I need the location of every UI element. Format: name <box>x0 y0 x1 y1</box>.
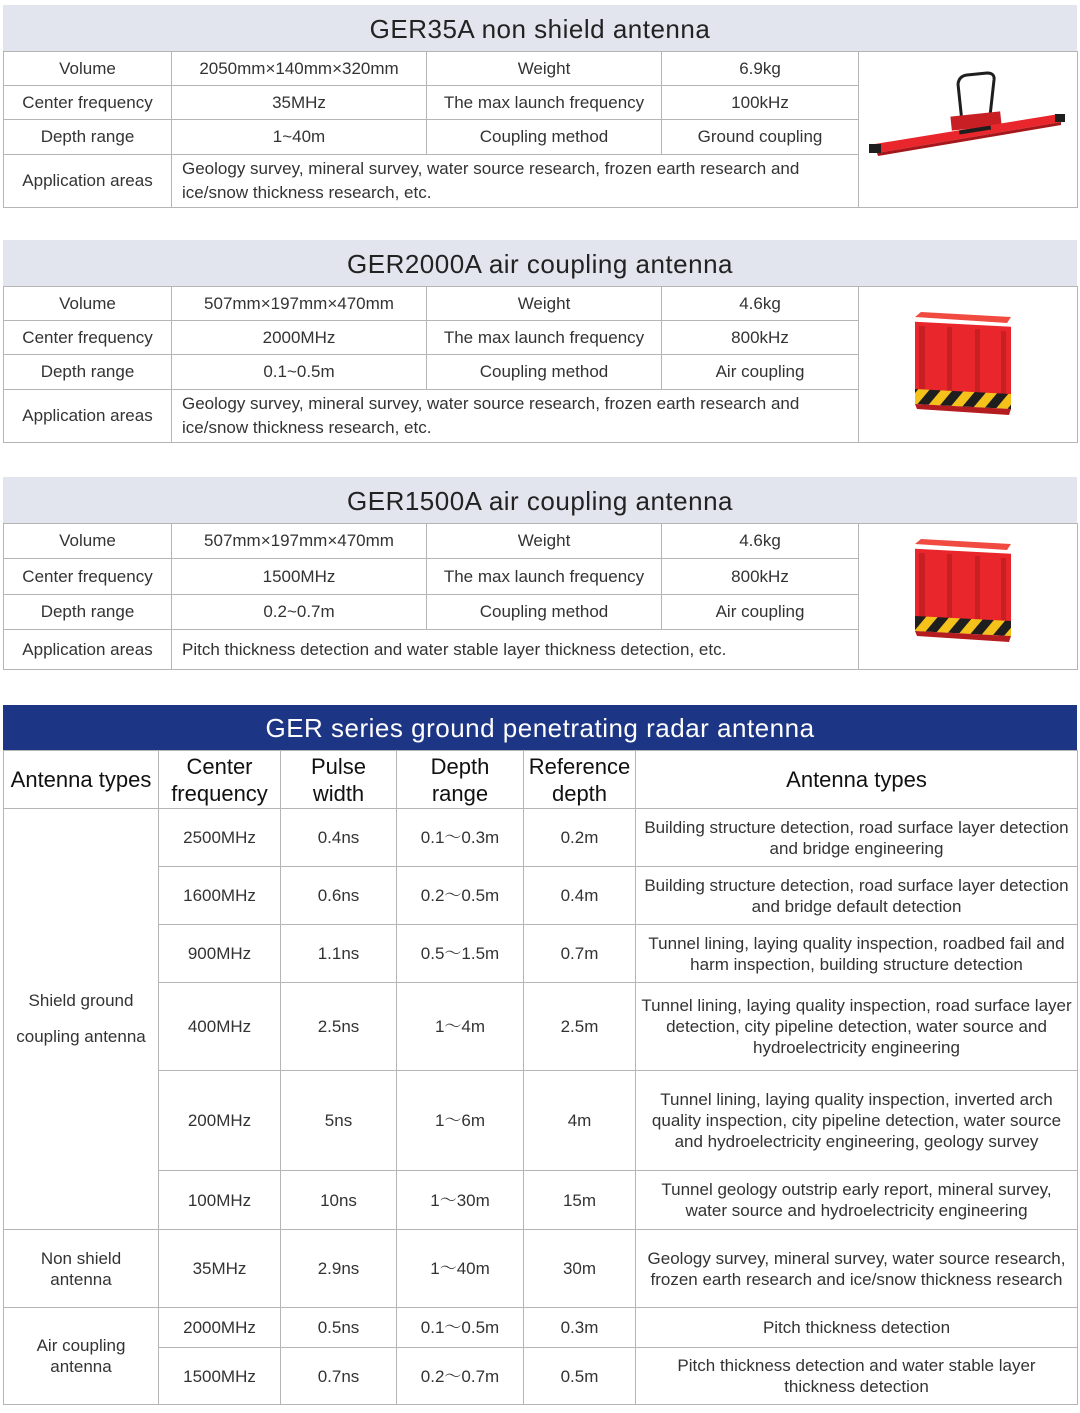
table-row <box>4 1348 1078 1405</box>
value-coupling-method: Air coupling <box>662 594 859 629</box>
cell-frequency: 35MHz <box>159 1230 281 1308</box>
cell-reference-depth: 0.3m <box>524 1308 636 1348</box>
cell-pulse-width: 0.4ns <box>281 809 397 867</box>
label-weight: Weight <box>427 287 662 321</box>
cell-depth-range: 0.5～1.5m <box>397 925 524 983</box>
cell-frequency: 900MHz <box>159 925 281 983</box>
antenna-spec-ger1500a <box>3 477 1077 670</box>
cell-pulse-width: 0.5ns <box>281 1308 397 1348</box>
value-coupling-method: Ground coupling <box>662 120 859 154</box>
label-depth-range: Depth range <box>4 355 172 389</box>
spec-table <box>3 286 1078 443</box>
header-depth-range: Depth range <box>397 751 524 809</box>
label-application-areas: Application areas <box>4 630 172 670</box>
label-depth-range: Depth range <box>4 120 172 154</box>
antenna-series-summary <box>3 705 1077 1405</box>
cell-depth-range: 1～40m <box>397 1230 524 1308</box>
cell-frequency: 2000MHz <box>159 1308 281 1348</box>
value-center-frequency: 1500MHz <box>172 559 427 594</box>
cell-reference-depth: 2.5m <box>524 983 636 1071</box>
value-depth-range: 1~40m <box>172 120 427 154</box>
value-application-areas: Geology survey, mineral survey, water source research, frozen earth research and ice/snow thickness research, etc. <box>172 154 859 207</box>
label-application-areas: Application areas <box>4 389 172 442</box>
label-max-launch-frequency: The max launch frequency <box>427 559 662 594</box>
label-weight: Weight <box>427 524 662 559</box>
label-volume: Volume <box>4 52 172 86</box>
antenna-image <box>859 287 1078 443</box>
spec-table <box>3 523 1078 670</box>
value-max-launch-frequency: 800kHz <box>662 321 859 355</box>
table-row <box>4 1171 1078 1230</box>
header-reference-depth: Reference depth <box>524 751 636 809</box>
table-row <box>4 1230 1078 1308</box>
label-coupling-method: Coupling method <box>427 120 662 154</box>
table-row <box>4 1308 1078 1348</box>
cell-reference-depth: 0.2m <box>524 809 636 867</box>
antenna-spec-ger2000a <box>3 240 1077 443</box>
cell-frequency: 1500MHz <box>159 1348 281 1405</box>
cell-depth-range: 1～4m <box>397 983 524 1071</box>
value-volume: 2050mm×140mm×320mm <box>172 52 427 86</box>
cell-application: Tunnel lining, laying quality inspection, inverted arch quality inspection, city pipeline detection, water source and hydroelectricity engineering, geology survey <box>636 1071 1078 1171</box>
cell-depth-range: 1～6m <box>397 1071 524 1171</box>
label-volume: Volume <box>4 524 172 559</box>
label-max-launch-frequency: The max launch frequency <box>427 86 662 120</box>
cell-application: Tunnel lining, laying quality inspection, roadbed fail and harm inspection, building structure detection <box>636 925 1078 983</box>
non-shield-antenna-image <box>863 52 1073 202</box>
value-max-launch-frequency: 100kHz <box>662 86 859 120</box>
cell-reference-depth: 0.7m <box>524 925 636 983</box>
air-coupling-antenna-image <box>863 524 1073 664</box>
value-weight: 6.9kg <box>662 52 859 86</box>
header-applications: Antenna types <box>636 751 1078 809</box>
table-row <box>4 925 1078 983</box>
group-air-coupling: Air coupling antenna <box>4 1308 159 1405</box>
label-volume: Volume <box>4 287 172 321</box>
cell-pulse-width: 1.1ns <box>281 925 397 983</box>
label-depth-range: Depth range <box>4 594 172 629</box>
cell-pulse-width: 2.9ns <box>281 1230 397 1308</box>
table-row <box>4 983 1078 1071</box>
value-weight: 4.6kg <box>662 524 859 559</box>
label-coupling-method: Coupling method <box>427 594 662 629</box>
header-antenna-types: Antenna types <box>4 751 159 809</box>
label-coupling-method: Coupling method <box>427 355 662 389</box>
value-depth-range: 0.2~0.7m <box>172 594 427 629</box>
value-volume: 507mm×197mm×470mm <box>172 524 427 559</box>
cell-reference-depth: 4m <box>524 1071 636 1171</box>
value-depth-range: 0.1~0.5m <box>172 355 427 389</box>
value-application-areas: Geology survey, mineral survey, water source research, frozen earth research and ice/snow thickness research, etc. <box>172 389 859 442</box>
cell-application: Building structure detection, road surface layer detection and bridge default detection <box>636 867 1078 925</box>
cell-application: Geology survey, mineral survey, water source research, frozen earth research and ice/snow thickness research <box>636 1230 1078 1308</box>
cell-frequency: 100MHz <box>159 1171 281 1230</box>
table-row <box>4 809 1078 867</box>
summary-table <box>3 750 1078 1405</box>
value-center-frequency: 35MHz <box>172 86 427 120</box>
cell-reference-depth: 15m <box>524 1171 636 1230</box>
summary-title: GER series ground penetrating radar antenna <box>3 705 1077 750</box>
cell-depth-range: 0.1～0.5m <box>397 1308 524 1348</box>
cell-frequency: 1600MHz <box>159 867 281 925</box>
header-pulse-width: Pulse width <box>281 751 397 809</box>
cell-pulse-width: 10ns <box>281 1171 397 1230</box>
label-center-frequency: Center frequency <box>4 321 172 355</box>
cell-frequency: 200MHz <box>159 1071 281 1171</box>
spec-title: GER2000A air coupling antenna <box>3 240 1077 286</box>
cell-application: Pitch thickness detection <box>636 1308 1078 1348</box>
value-weight: 4.6kg <box>662 287 859 321</box>
cell-reference-depth: 0.5m <box>524 1348 636 1405</box>
antenna-image <box>859 524 1078 670</box>
group-shield-ground-coupling: Shield ground coupling antenna <box>4 809 159 1230</box>
value-center-frequency: 2000MHz <box>172 321 427 355</box>
label-center-frequency: Center frequency <box>4 86 172 120</box>
spec-title: GER35A non shield antenna <box>3 5 1077 51</box>
cell-frequency: 2500MHz <box>159 809 281 867</box>
value-max-launch-frequency: 800kHz <box>662 559 859 594</box>
cell-pulse-width: 0.6ns <box>281 867 397 925</box>
value-application-areas: Pitch thickness detection and water stable layer thickness detection, etc. <box>172 630 859 670</box>
value-coupling-method: Air coupling <box>662 355 859 389</box>
table-row <box>4 1071 1078 1171</box>
antenna-image <box>859 52 1078 208</box>
cell-depth-range: 1～30m <box>397 1171 524 1230</box>
cell-reference-depth: 0.4m <box>524 867 636 925</box>
label-center-frequency: Center frequency <box>4 559 172 594</box>
cell-reference-depth: 30m <box>524 1230 636 1308</box>
value-volume: 507mm×197mm×470mm <box>172 287 427 321</box>
antenna-spec-ger35a <box>3 5 1077 208</box>
header-center-frequency: Center frequency <box>159 751 281 809</box>
label-weight: Weight <box>427 52 662 86</box>
cell-application: Pitch thickness detection and water stable layer thickness detection <box>636 1348 1078 1405</box>
cell-pulse-width: 2.5ns <box>281 983 397 1071</box>
cell-application: Building structure detection, road surface layer detection and bridge engineering <box>636 809 1078 867</box>
table-row <box>4 867 1078 925</box>
cell-pulse-width: 0.7ns <box>281 1348 397 1405</box>
cell-depth-range: 0.2～0.5m <box>397 867 524 925</box>
cell-depth-range: 0.1～0.3m <box>397 809 524 867</box>
label-application-areas: Application areas <box>4 154 172 207</box>
group-non-shield: Non shield antenna <box>4 1230 159 1308</box>
spec-table <box>3 51 1078 208</box>
cell-application: Tunnel lining, laying quality inspection, road surface layer detection, city pipeline detection, water source and hydroelectricity engineering <box>636 983 1078 1071</box>
cell-application: Tunnel geology outstrip early report, mineral survey, water source and hydroelectricity engineering <box>636 1171 1078 1230</box>
cell-frequency: 400MHz <box>159 983 281 1071</box>
label-max-launch-frequency: The max launch frequency <box>427 321 662 355</box>
air-coupling-antenna-image <box>863 287 1073 437</box>
cell-depth-range: 0.2～0.7m <box>397 1348 524 1405</box>
cell-pulse-width: 5ns <box>281 1071 397 1171</box>
spec-title: GER1500A air coupling antenna <box>3 477 1077 523</box>
